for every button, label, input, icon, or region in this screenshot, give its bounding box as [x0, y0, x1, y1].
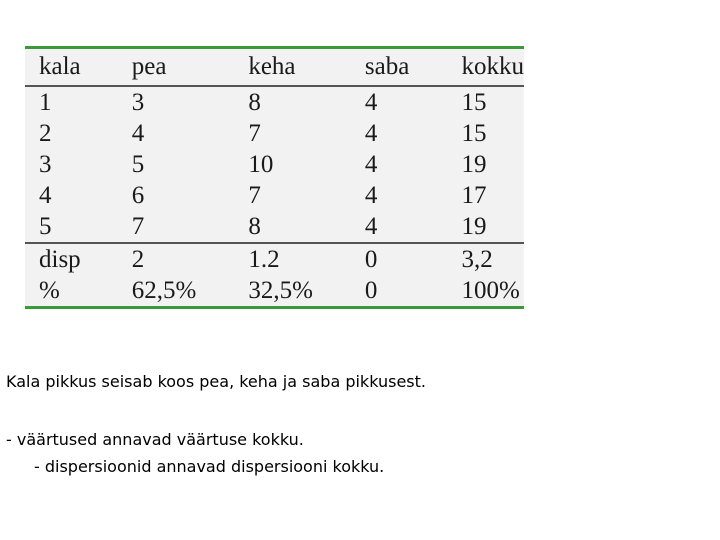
- table-cell: 5: [131, 151, 145, 178]
- table-row: [25, 118, 524, 149]
- header-kala: kala: [39, 53, 81, 80]
- table-cell: 4: [131, 120, 145, 147]
- table-cell: 8: [248, 89, 261, 116]
- table-cell: 4: [364, 89, 378, 116]
- table-cell: 19: [461, 151, 487, 178]
- table-cell: 4: [364, 151, 378, 178]
- table-cell: 0: [364, 246, 378, 273]
- table-cell: 8: [248, 213, 261, 240]
- table-cell: 17: [461, 182, 487, 209]
- table-cell: 100%: [461, 277, 520, 304]
- data-table: [25, 46, 524, 309]
- table-cell: 4: [364, 182, 378, 209]
- table-cell: 15: [461, 89, 487, 116]
- table-row: [25, 149, 524, 180]
- data-table-container: [25, 46, 524, 309]
- table-cell: 3: [131, 89, 145, 116]
- table-cell: 7: [131, 213, 145, 240]
- table-cell: 5: [39, 213, 52, 240]
- header-keha: keha: [248, 53, 296, 80]
- table-cell: 6: [131, 182, 145, 209]
- table-cell: 15: [461, 120, 487, 147]
- table-cell: 10: [248, 151, 274, 178]
- table-cell: 4: [39, 182, 52, 209]
- table-cell: 62,5%: [131, 277, 197, 304]
- table-cell: disp: [39, 246, 81, 273]
- table-cell: 32,5%: [248, 277, 313, 304]
- summary-row-percent: [25, 275, 524, 308]
- table-cell: 7: [248, 182, 261, 209]
- table-cell: %: [39, 277, 60, 304]
- table-cell: 19: [461, 213, 487, 240]
- table-row: [25, 86, 524, 118]
- note-dispersions-sum: - dispersioonid annavad dispersiooni kokku.: [34, 457, 385, 476]
- table-cell: 1.2: [248, 246, 280, 273]
- table-cell: 3,2: [461, 246, 493, 273]
- table-cell: 3: [39, 151, 52, 178]
- table-row: [25, 211, 524, 243]
- table-cell: 0: [364, 277, 378, 304]
- header-kokku: kokku: [461, 53, 524, 80]
- table-header-row: [25, 48, 524, 87]
- note-fish-length: Kala pikkus seisab koos pea, keha ja saba pikkusest.: [6, 372, 426, 391]
- table-row: [25, 180, 524, 211]
- table-cell: 4: [364, 213, 378, 240]
- note-values-sum: - väärtused annavad väärtuse kokku.: [6, 430, 304, 449]
- table-cell: 2: [39, 120, 52, 147]
- header-pea: pea: [131, 53, 167, 80]
- header-saba: saba: [364, 53, 410, 80]
- summary-row-disp: [25, 243, 524, 275]
- table-cell: 2: [131, 246, 145, 273]
- table-cell: 4: [364, 120, 378, 147]
- table-cell: 7: [248, 120, 261, 147]
- table-cell: 1: [39, 89, 52, 116]
